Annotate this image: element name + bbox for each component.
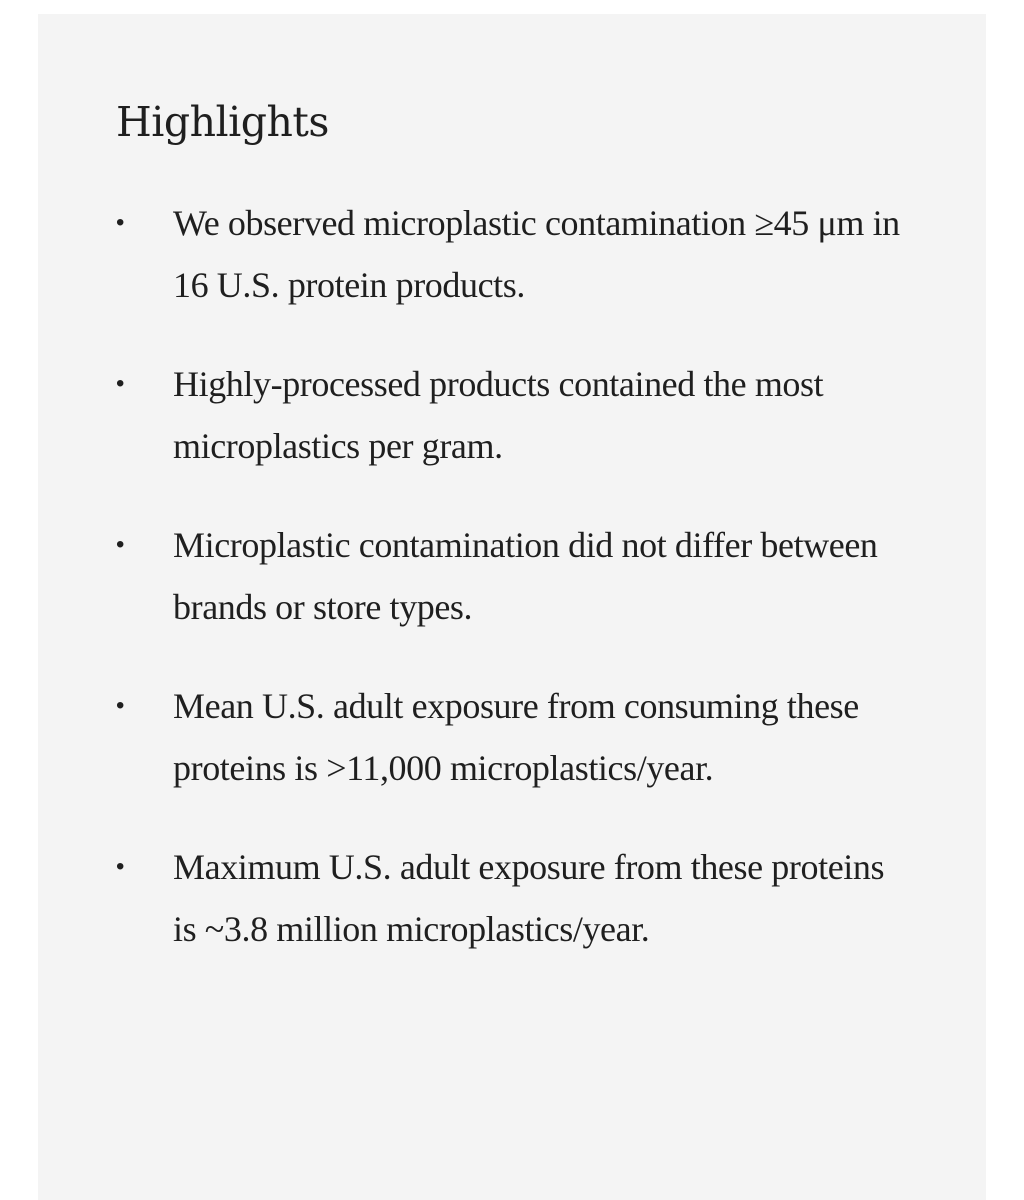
highlight-text: Highly-processed products contained the most microplastics per gram.	[173, 364, 824, 466]
highlight-item	[116, 836, 936, 960]
bullet-icon: •	[116, 531, 125, 558]
bullet-icon: •	[116, 370, 125, 397]
highlight-item	[116, 675, 936, 799]
highlight-text: We observed microplastic contamination ≥45 μm in 16 U.S. protein products.	[173, 203, 900, 305]
bullet-icon: •	[116, 209, 125, 236]
highlight-item	[116, 353, 936, 477]
highlight-item	[116, 192, 936, 316]
bullet-icon: •	[116, 692, 125, 719]
highlight-text: Maximum U.S. adult exposure from these proteins is ~3.8 million microplastics/year.	[173, 847, 885, 949]
highlight-text: Microplastic contamination did not differ between brands or store types.	[173, 525, 878, 627]
highlights-list	[116, 192, 936, 997]
highlight-text: Mean U.S. adult exposure from consuming these proteins is >11,000 microplastics/year.	[173, 686, 859, 788]
bullet-icon: •	[116, 853, 125, 880]
highlights-title: Highlights	[116, 98, 329, 146]
highlight-item	[116, 514, 936, 638]
highlights-panel	[38, 14, 986, 1200]
